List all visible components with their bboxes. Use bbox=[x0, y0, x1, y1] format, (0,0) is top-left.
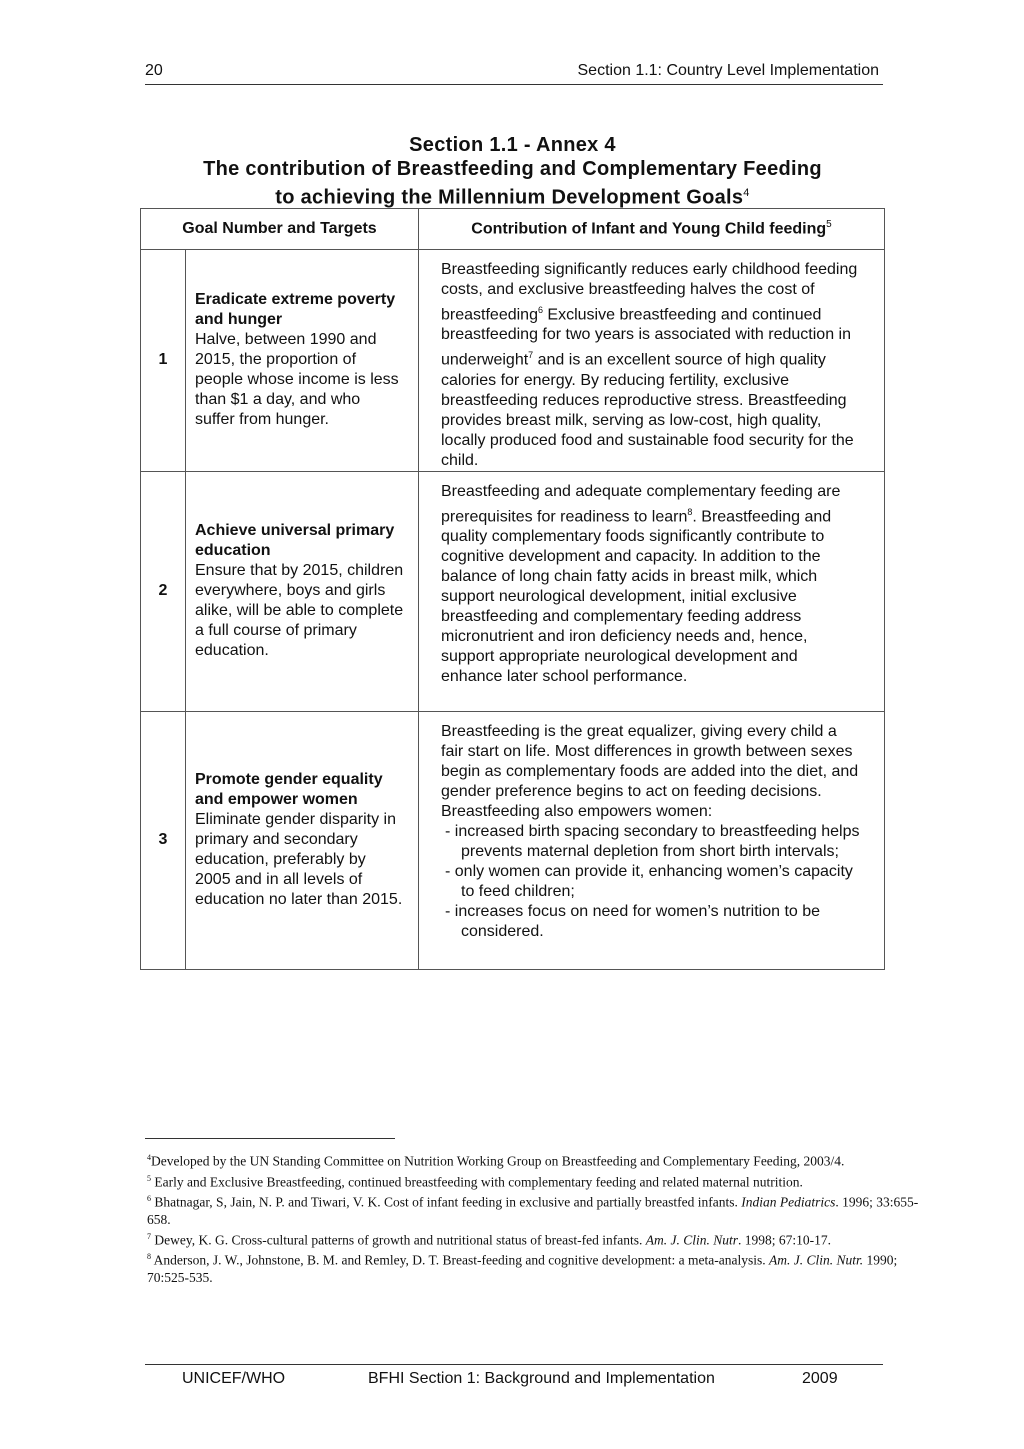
footnote-ref[interactable]: 8 bbox=[687, 506, 693, 517]
footer-year: 2009 bbox=[802, 1370, 838, 1387]
goal-cell bbox=[186, 711, 419, 969]
footer-document: BFHI Section 1: Background and Implementation bbox=[368, 1370, 715, 1387]
running-title: Section 1.1: Country Level Implementation bbox=[577, 62, 879, 79]
goal-title: Promote gender equality and empower women bbox=[195, 771, 383, 809]
contribution-cell: Breastfeeding significantly reduces early childhood feeding costs, and exclusive breastfeeding halves the cost of breastfeeding$^6$ Exclusive breastfeeding and continued breastfeeding for two years is associated with reduction in underweight$^7$ and is an excellent source of high quality calories for energy. By reducing fertility, exclusive breastfeeding reduces reproductive stress. Breastfeeding provides breast milk, serving as low-cost, high quality, locally produced food and sustainable food security for the child. bbox=[419, 250, 885, 472]
page-header bbox=[145, 60, 883, 85]
goal-target: Halve, between 1990 and 2015, the proportion of people whose income is less than $1 a day, and who suffer from hunger. bbox=[195, 331, 399, 429]
title-line-3: to achieving the Millennium Development Goals$^4$ bbox=[275, 186, 750, 209]
goal-title: Achieve universal primary education bbox=[195, 522, 395, 560]
title-line-1: Section 1.1 - Annex 4 bbox=[409, 134, 616, 156]
page-title bbox=[140, 133, 885, 210]
goal-target: Eliminate gender disparity in primary and secondary education, preferably by 2005 and in all levels of education no later than 2015. bbox=[195, 811, 403, 909]
title-line-2: The contribution of Breastfeeding and Complementary Feeding bbox=[203, 158, 822, 180]
table-header-row bbox=[141, 209, 885, 250]
footnote-ref[interactable]: 4 bbox=[743, 187, 750, 199]
goal-cell bbox=[186, 471, 419, 711]
goal-target: Ensure that by 2015, children everywhere, boys and girls alike, will be able to complete a full course of primary education. bbox=[195, 562, 404, 660]
contribution-column-header: Contribution of Infant and Young Child feeding$^5$ bbox=[419, 209, 885, 250]
footnote-5: $^5$ Early and Exclusive Breastfeeding, continued breastfeeding with complementary feeding and related maternal nutrition. bbox=[147, 1173, 803, 1189]
goal-column-header: Goal Number and Targets bbox=[141, 209, 419, 250]
footer-org: UNICEF/WHO bbox=[182, 1370, 286, 1387]
goal-number: 1 bbox=[141, 250, 186, 472]
footnote-8: $^8$ Anderson, J. W., Johnstone, B. M. and Remley, D. T. Breast-feeding and cognitive development: a meta-analysis. Am. J. Clin. Nutr. 1990; 70:525-535. bbox=[147, 1252, 898, 1285]
goal-cell bbox=[186, 250, 419, 472]
table-row bbox=[141, 711, 885, 969]
footnote-6: $^6$ Bhatnagar, S, Jain, N. P. and Tiwari, V. K. Cost of infant feeding in exclusive and partially breastfed infants. Indian Pediatrics. 1996; 33:655-658. bbox=[147, 1194, 919, 1227]
goal-number: 3 bbox=[141, 711, 186, 969]
footnotes bbox=[147, 1149, 937, 1286]
contribution-cell: Breastfeeding and adequate complementary feeding are prerequisites for readiness to learn$^8$. Breastfeeding and quality complementary foods significantly contribute to cognitive development and capacity. In addition to the balance of long chain fatty acids in breast milk, which support neurological development, initial exclusive breastfeeding and complementary feeding address micronutrient and iron deficiency needs and, hence, support appropriate neurological development and enhance later school performance. bbox=[419, 471, 885, 711]
contribution-cell bbox=[419, 711, 885, 969]
footnote-4: $^4$Developed by the UN Standing Committee on Nutrition Working Group on Breastfeeding and Complementary Feeding, 2003/4. bbox=[147, 1153, 845, 1169]
page-number: 20 bbox=[145, 62, 163, 79]
contribution-intro: Breastfeeding is the great equalizer, giving every child a fair start on life. Most differences in growth between sexes begin as complementary foods are added into the diet, and gender preference begins to act on feeding decisions. Breastfeeding also empowers women: bbox=[441, 722, 859, 820]
goal-number: 2 bbox=[141, 471, 186, 711]
footnote-divider bbox=[145, 1138, 395, 1139]
table-row bbox=[141, 250, 885, 472]
page-footer bbox=[145, 1364, 883, 1395]
table-row bbox=[141, 471, 885, 711]
goal-title: Eradicate extreme poverty and hunger bbox=[195, 291, 396, 329]
list-item: - increased birth spacing secondary to breastfeeding helps prevents maternal depletion from short birth intervals; bbox=[445, 822, 860, 860]
footnote-7: $^7$ Dewey, K. G. Cross-cultural patterns of growth and nutritional status of breast-fed infants. Am. J. Clin. Nutr. 1998; 67:10-17. bbox=[147, 1231, 832, 1247]
footnote-ref[interactable]: 6 bbox=[537, 305, 543, 315]
list-item: - only women can provide it, enhancing women’s capacity to feed children; bbox=[445, 862, 853, 900]
footnote-ref[interactable]: 7 bbox=[528, 350, 534, 361]
list-item: - increases focus on need for women’s nutrition to be considered. bbox=[445, 902, 821, 940]
footnote-ref[interactable]: 5 bbox=[826, 219, 832, 231]
mdg-table bbox=[140, 208, 885, 970]
